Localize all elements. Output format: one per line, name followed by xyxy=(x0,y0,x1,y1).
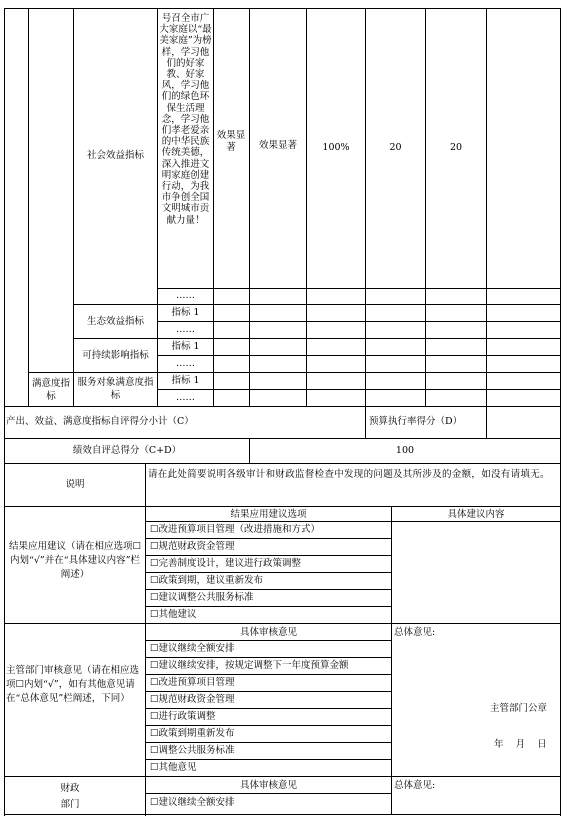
dept-option-2[interactable]: ☐建议继续安排，按规定调整下一年度预算金额 xyxy=(150,660,349,671)
satisfaction-category-label: 满意度指标 xyxy=(31,378,70,402)
finance-option-1[interactable]: ☐建议继续全额安排 xyxy=(150,797,235,808)
suggest-option-1[interactable]: ☐改进预算项目管理（改进措施和方式） xyxy=(150,524,321,535)
dept-review-label: 主管部门审核意见（请在相应选项☐内划“√”，如有其他意见请在“总体意见”栏阐述，下同） xyxy=(6,665,140,704)
dept-review-header: 具体审核意见 xyxy=(239,627,297,638)
suggest-option-5[interactable]: ☐建议调整公共服务标准 xyxy=(150,592,254,603)
social-rate-value: 100% xyxy=(322,142,350,153)
dept-option-3[interactable]: ☐改进预算项目管理 xyxy=(150,677,235,688)
budget-score-label: 预算执行率得分（D） xyxy=(369,416,463,427)
social-score-value: 20 xyxy=(449,142,463,153)
suggest-option-3[interactable]: ☐完善制度设计，建议进行政策调整 xyxy=(150,558,302,569)
subtotal-label: 产出、效益、满意度指标自评得分小计（C） xyxy=(6,416,194,427)
ecology-indicator-1: 指标 1 xyxy=(171,307,200,318)
social-expected-value: 效果显著 xyxy=(216,130,246,153)
dept-stamp-label: 主管部门公章 xyxy=(490,703,548,714)
social-weight-value: 20 xyxy=(389,142,402,153)
satisfaction-indicator-1: 指标 1 xyxy=(171,375,200,386)
social-target-text: 号召全市广大家庭以“最美家庭”为榜样，学习他们的好家教、好家风，学习他们的绿色环保生活理念，学习他们孝老爱亲的中华民族传统美德，深入推进文明家庭创建行动，为我市争创全国文明城市贡献力量！ xyxy=(159,13,212,226)
sustain-indicator-1: 指标 1 xyxy=(171,341,200,352)
sustain-indicator-label: 可持续影响指标 xyxy=(82,350,149,361)
suggest-option-2[interactable]: ☐规范财政资金管理 xyxy=(150,541,235,552)
dept-option-6[interactable]: ☐政策到期重新发布 xyxy=(150,728,235,739)
satisfaction-ellipsis: …… xyxy=(176,392,195,403)
dept-option-1[interactable]: ☐建议继续全额安排 xyxy=(150,643,235,654)
finance-review-header: 具体审核意见 xyxy=(239,780,297,791)
social-actual-value: 效果显著 xyxy=(258,140,297,151)
social-indicator-label: 社会效益指标 xyxy=(86,150,144,161)
suggest-options-header: 结果应用建议选项 xyxy=(230,509,307,520)
social-ellipsis: …… xyxy=(176,290,195,301)
dept-overall-label: 总体意见: xyxy=(394,627,436,638)
ecology-ellipsis: …… xyxy=(176,324,195,335)
ecology-indicator-label: 生态效益指标 xyxy=(86,316,144,327)
dept-option-8[interactable]: ☐其他意见 xyxy=(150,762,197,773)
dept-option-4[interactable]: ☐规范财政资金管理 xyxy=(150,694,235,705)
sustain-ellipsis: …… xyxy=(176,358,195,369)
suggest-option-4[interactable]: ☐政策到期，建议重新发布 xyxy=(150,575,264,586)
finance-overall-label: 总体意见: xyxy=(394,780,436,791)
dept-option-7[interactable]: ☐调整公共服务标准 xyxy=(150,745,235,756)
dept-date-label: 年 月 日 xyxy=(494,739,547,750)
service-satisfaction-label: 服务对象满意度指标 xyxy=(77,377,154,401)
dept-option-5[interactable]: ☐进行政策调整 xyxy=(150,711,216,722)
explain-text: 请在此处简要说明各级审计和财政监督检查中发现的问题及其所涉及的金额，如没有请填无。 xyxy=(148,469,550,480)
suggest-content-header: 具体建议内容 xyxy=(447,509,505,520)
suggest-label: 结果应用建议（请在相应选项☐内划“√”并在“具体建议内容”栏阐述） xyxy=(8,541,142,580)
total-score-label: 绩效自评总得分（C+D） xyxy=(72,445,182,456)
explain-label: 说明 xyxy=(65,479,85,490)
suggest-option-6[interactable]: ☐其他建议 xyxy=(150,609,197,620)
total-score-value: 100 xyxy=(395,445,415,456)
finance-label: 财政部门 xyxy=(60,783,80,810)
